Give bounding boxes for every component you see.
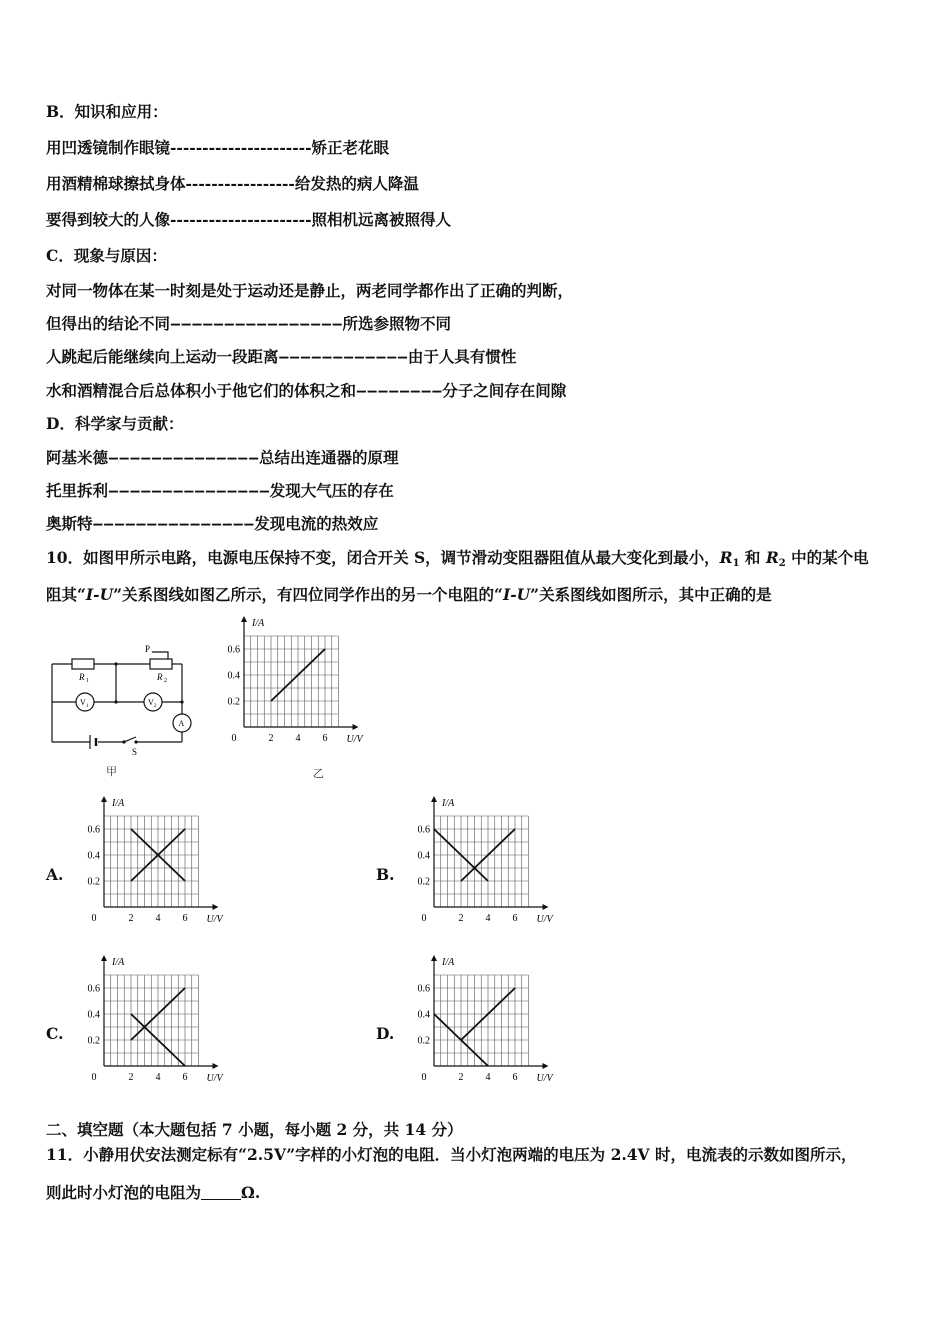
y-axis-label: I/A [252,618,265,629]
y-tick-label: 0.6 [417,983,430,995]
y-tick-label: 0.4 [417,1009,430,1021]
x-axis-arrow [543,1063,549,1069]
x-axis-arrow [213,904,219,910]
section-b-item-3: 要得到较大的人像----------------------照相机远离被照得人 [46,210,452,229]
origin-label: 0 [421,1072,427,1083]
x-axis-arrow [353,724,359,730]
circuit-diagram [40,640,200,760]
q11-line-1: 11．小静用伏安法测定标有“2.5V”字样的小灯泡的电阻．当小灯泡两端的电压为 2.4V 时，电流表的示数如图所示， [46,1145,857,1164]
x-axis-label: U/V [206,914,223,925]
origin-label: 0 [231,733,237,744]
q10-line-1 [46,548,869,574]
label-a: A [178,719,185,728]
y-tick-label: 0.6 [87,983,100,995]
y-tick-label: 0.2 [417,1035,430,1047]
graph-yi [222,615,382,750]
q10-line-2 [46,585,772,605]
x-tick-label: 2 [128,1072,134,1083]
circuit-caption: 甲 [106,765,117,778]
section-c-item-2: 但得出的结论不同‒‒‒‒‒‒‒‒‒‒‒‒‒‒‒‒所选参照物不同 [46,314,452,333]
x-axis-label: U/V [536,1073,553,1084]
label-r1: R [79,672,85,682]
section-c-item-1: 对同一物体在某一时刻是处于运动还是静止，两老同学都作出了正确的判断， [46,281,574,300]
x-axis-label: U/V [346,734,363,745]
q11-line-2 [46,1183,260,1203]
label-v2-sub: 2 [154,704,157,709]
q10-r2: R [765,548,779,567]
x-axis-label: U/V [536,914,553,925]
q10-text-part1: 10．如图甲所示电路，电源电压保持不变，闭合开关 S，调节滑动变阻器阻值从最大变化到最小， [46,548,720,567]
label-r1-sub: 1 [86,678,89,684]
y-tick-label: 0.2 [87,1035,100,1047]
x-axis-label: U/V [206,1073,223,1084]
graph-option-b [412,795,572,930]
x-tick-label: 4 [155,1072,161,1083]
y-axis-label: I/A [442,957,455,968]
y-tick-label: 0.4 [87,850,100,862]
resistor-r1 [72,659,94,669]
section2-title: 二、填空题（本大题包括 7 小题，每小题 2 分，共 14 分） [46,1120,463,1139]
q10-r1-sub: 1 [732,558,740,569]
section-d-item-1: 阿基米德‒‒‒‒‒‒‒‒‒‒‒‒‒‒总结出连通器的原理 [46,448,399,467]
q10-iu-2: I-U [502,585,531,604]
section-b-title: B．知识和应用： [46,102,168,121]
y-axis-arrow [241,616,247,622]
resistor-r2 [150,659,172,669]
label-v1-sub: 1 [86,704,89,709]
section-b-item-1: 用凹透镜制作眼镜----------------------矫正老花眼 [46,138,390,157]
label-v2: V [148,698,154,707]
origin-label: 0 [421,913,427,924]
y-axis-label: I/A [112,798,125,809]
q10-line2-c: ”关系图线如图所示，其中正确的是 [530,585,772,604]
q10-line2-b: ”关系图线如图乙所示，有四位同学作出的另一个电阻的“ [113,585,503,604]
option-b-label[interactable]: B. [376,865,395,884]
label-p: P [145,644,151,654]
y-axis-label: I/A [442,798,455,809]
q11-answer-blank[interactable] [201,1185,241,1200]
q11-line2-a: 则此时小灯泡的电阻为 [46,1183,202,1202]
origin-label: 0 [91,913,97,924]
graph-option-a [82,795,242,930]
graph-option-c [82,954,242,1089]
y-tick-label: 0.6 [87,824,100,836]
y-tick-label: 0.4 [87,1009,100,1021]
y-tick-label: 0.2 [87,876,100,888]
q10-iu-1: I-U [85,585,114,604]
graph-yi-caption: 乙 [313,767,324,780]
q10-r1: R [719,548,733,567]
x-tick-label: 2 [458,913,464,924]
section-d-item-3: 奥斯特‒‒‒‒‒‒‒‒‒‒‒‒‒‒‒发现电流的热效应 [46,514,379,533]
section-c-title: C．现象与原因： [46,246,167,265]
x-tick-label: 6 [322,733,328,744]
section-d-title: D．科学家与贡献： [46,414,184,433]
x-tick-label: 4 [295,733,301,744]
x-tick-label: 4 [485,1072,491,1083]
y-axis-label: I/A [112,957,125,968]
label-r2: R [157,672,163,682]
y-tick-label: 0.2 [227,696,240,708]
q10-r2-sub: 2 [778,558,786,569]
x-tick-label: 2 [268,733,274,744]
x-axis-arrow [543,904,549,910]
x-tick-label: 4 [155,913,161,924]
y-tick-label: 0.6 [227,644,240,656]
x-tick-label: 2 [458,1072,464,1083]
x-axis-arrow [213,1063,219,1069]
q10-text-part2: 中的某个电 [785,548,869,567]
x-tick-label: 6 [512,913,518,924]
option-d-label[interactable]: D. [376,1024,395,1043]
y-tick-label: 0.2 [417,876,430,888]
option-a-label[interactable]: A. [46,865,64,884]
section-b-item-2: 用酒精棉球擦拭身体-----------------给发热的病人降温 [46,174,419,193]
label-r2-sub: 2 [164,678,167,684]
label-v1: V [80,698,86,707]
x-tick-label: 6 [182,1072,188,1083]
y-axis-arrow [101,796,107,802]
q10-and: 和 [739,548,766,567]
x-tick-label: 2 [128,913,134,924]
x-tick-label: 4 [485,913,491,924]
section-d-item-2: 托里拆利‒‒‒‒‒‒‒‒‒‒‒‒‒‒‒发现大气压的存在 [46,481,394,500]
q11-line2-b: Ω. [241,1183,261,1202]
label-s: S [132,747,138,757]
y-axis-arrow [431,955,437,961]
origin-label: 0 [91,1072,97,1083]
x-tick-label: 6 [182,913,188,924]
option-c-label[interactable]: C. [46,1024,64,1043]
y-axis-arrow [431,796,437,802]
y-axis-arrow [101,955,107,961]
x-tick-label: 6 [512,1072,518,1083]
graph-option-d [412,954,572,1089]
y-tick-label: 0.4 [227,670,240,682]
q10-line2-a: 阻其“ [46,585,86,604]
y-tick-label: 0.6 [417,824,430,836]
section-c-item-3: 人跳起后能继续向上运动一段距离‒‒‒‒‒‒‒‒‒‒‒‒由于人具有惯性 [46,347,517,366]
section-c-item-4: 水和酒精混合后总体积小于他它们的体积之和‒‒‒‒‒‒‒‒分子之间存在间隙 [46,381,567,400]
y-tick-label: 0.4 [417,850,430,862]
